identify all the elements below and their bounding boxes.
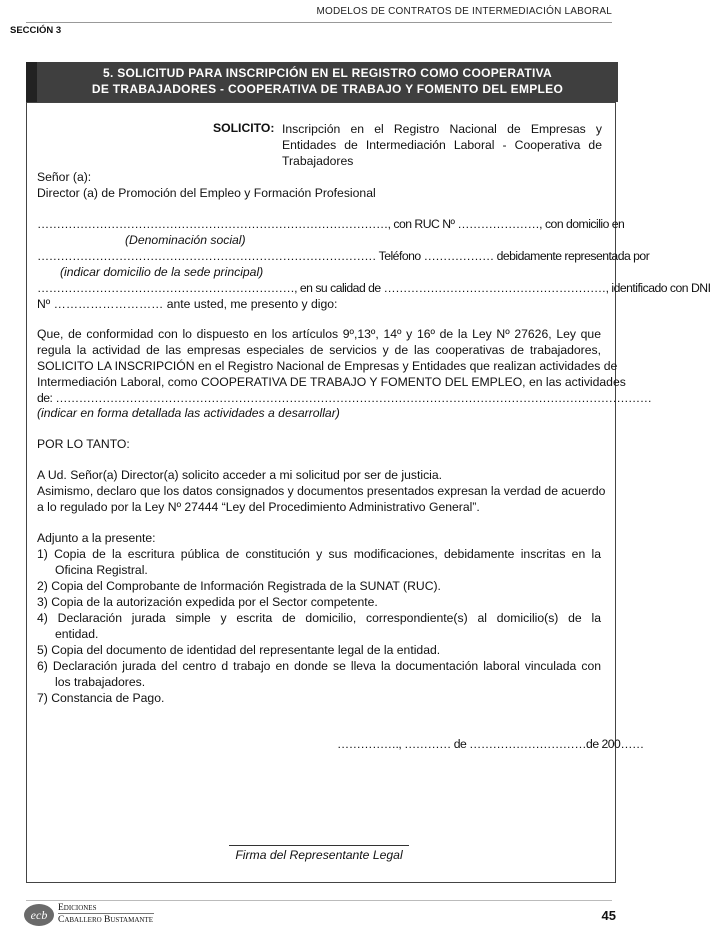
publisher-rule: [58, 913, 154, 914]
solicito-label: SOLICITO:: [213, 121, 275, 135]
addressee-title: Director (a) de Promoción del Empleo y Formación Profesional: [37, 186, 376, 200]
footer-rule: [26, 900, 612, 901]
denominacion-note: (Denominación social): [125, 233, 246, 247]
identification-line4: Nº ……………………… ante usted, me presento y digo:: [37, 297, 338, 311]
attachment-2: 2) Copia del Comprobante de Información Registrada de la SUNAT (RUC).: [37, 579, 441, 593]
attachment-5: 5) Copia del documento de identidad del representante legal de la entidad.: [37, 643, 441, 657]
date-line: ……………., ………… de …………………………de 200……: [337, 737, 644, 751]
attachment-6-line2: los trabajadores.: [55, 675, 146, 689]
activities-note: (indicar en forma detallada las actividades a desarrollar): [37, 406, 340, 420]
publisher-name-line1: Ediciones: [58, 903, 97, 913]
attachment-6-line1: 6) Declaración jurada del centro d trabajo en donde se lleva la documentación laboral vinculada con: [37, 659, 601, 673]
identification-line1: ………………………………………………………………………………, con RUC Nº …………………, con domicilio en: [37, 217, 625, 231]
body-p1-line3: SOLICITO LA INSCRIPCIÓN en el Registro Nacional de Empresas y Entidades que realizan actividades de: [37, 359, 618, 373]
banner-accent: [26, 62, 37, 102]
page-number: 45: [601, 908, 616, 923]
body-p1-line2: regula la actividad de las empresas especiales de servicios y de las cooperativas de trabajadores,: [37, 343, 601, 357]
attachment-7: 7) Constancia de Pago.: [37, 691, 165, 705]
identification-line2: …………………………………………………………………………… Teléfono ……………… debidamente representada por: [37, 249, 650, 263]
domicilio-note: (indicar domicilio de la sede principal): [60, 265, 264, 279]
body-p1-line1: Que, de conformidad con lo dispuesto en los artículos 9º,13º, 14º y 16º de la Ley Nº 27626, Ley que: [37, 327, 601, 341]
body-p1-line4: Intermediación Laboral, como COOPERATIVA DE TRABAJO Y FOMENTO DEL EMPLEO, en las actividades: [37, 375, 626, 389]
publisher-logo: ecb: [24, 904, 54, 926]
body-p2-line2: Asimismo, declaro que los datos consignados y documentos presentados expresan la verdad de acuerdo: [37, 484, 606, 498]
section-label: SECCIÓN 3: [10, 25, 62, 36]
attachments-heading: Adjunto a la presente:: [37, 531, 156, 545]
body-p2-line1: A Ud. Señor(a) Director(a) solicito acceder a mi solicitud por ser de justicia.: [37, 468, 443, 482]
attachment-4-line2: entidad.: [55, 627, 99, 641]
header-rule: [26, 22, 612, 23]
solicito-text: Inscripción en el Registro Nacional de Empresas y Entidades de Intermediación Laboral - Cooperativa de Trabajadores: [282, 122, 602, 168]
por-lo-tanto: POR LO TANTO:: [37, 437, 130, 451]
signature-line: [229, 845, 409, 846]
running-title: MODELOS DE CONTRATOS DE INTERMEDIACIÓN LABORAL: [316, 6, 612, 17]
attachment-4-line1: 4) Declaración jurada simple y escrita de domicilio, correspondiente(s) al domicilio(s) de la: [37, 611, 601, 625]
attachment-1-line2: Oficina Registral.: [55, 563, 148, 577]
publisher-name-line2: Caballero Bustamante: [58, 915, 153, 925]
addressee-salutation: Señor (a):: [37, 170, 92, 184]
body-p2-line3: a lo regulado por la Ley Nº 27444 “Ley del Procedimiento Administrativo General”.: [37, 500, 480, 514]
attachment-1-line1: 1) Copia de la escritura pública de constitución y sus modificaciones, debidamente inscritas en la: [37, 547, 601, 561]
body-p1-line5: de: ………………………………………………………………………………………………………………………………………: [37, 391, 652, 405]
attachment-3: 3) Copia de la autorización expedida por el Sector competente.: [37, 595, 378, 609]
form-title-line1: 5. SOLICITUD PARA INSCRIPCIÓN EN EL REGISTRO COMO COOPERATIVA: [103, 66, 552, 80]
form-title: [40, 65, 615, 97]
identification-line3: …………………………………………………………, en su calidad de …………………………………………………, identificado con DNI: [37, 281, 710, 295]
form-title-line2: DE TRABAJADORES - COOPERATIVA DE TRABAJO Y FOMENTO DEL EMPLEO: [91, 82, 564, 96]
signature-label: Firma del Representante Legal: [235, 848, 403, 862]
